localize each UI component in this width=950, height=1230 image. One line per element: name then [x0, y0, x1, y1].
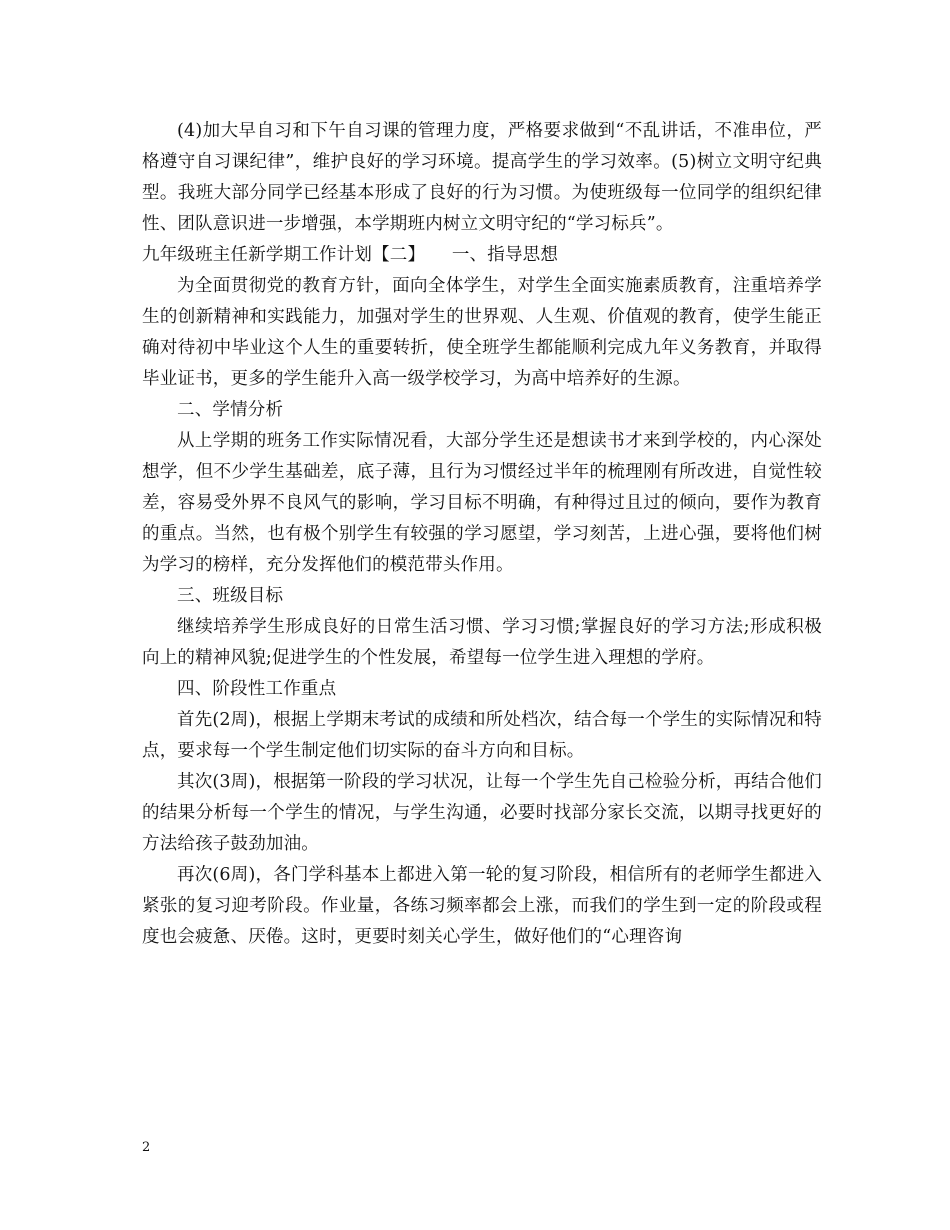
page-number: 2	[142, 1140, 151, 1155]
paragraph-stage-third: 再次(6周)，各门学科基本上都进入第一轮的复习阶段，相信所有的老师学生都进入紧张的复习迎考阶段。作业量，各练习频率都会上涨，而我们的学生到一定的阶段或程度也会疲惫、厌倦。这时，更要时刻关心学生，做好他们的“心理咨询	[142, 865, 822, 947]
document-body	[142, 116, 822, 953]
section-heading-plan-two: 九年级班主任新学期工作计划【二】 一、指导思想	[142, 245, 559, 265]
paragraph-stage-first: 首先(2周)，根据上学期末考试的成绩和所处档次，结合每一个学生的实际情况和特点，要求每一个学生制定他们切实际的奋斗方向和目标。	[142, 710, 822, 761]
paragraph-discipline: (4)加大早自习和下午自习课的管理力度，严格要求做到“不乱讲话，不准串位，严格遵守自习课纪律”，维护良好的学习环境。提高学生的学习效率。(5)树立文明守纪典型。我班大部分同学已经基本形成了良好的行为习惯。为使班级每一位同学的组织纪律性、团队意识进一步增强，本学期班内树立文明守纪的“学习标兵”。	[142, 121, 822, 234]
paragraph-stage-second: 其次(3周)，根据第一阶段的学习状况，让每一个学生先自己检验分析，再结合他们的结果分析每一个学生的情况，与学生沟通，必要时找部分家长交流，以期寻找更好的方法给孩子鼓劲加油。	[142, 772, 822, 854]
paragraph-class-goals: 继续培养学生形成良好的日常生活习惯、学习习惯;掌握良好的学习方法;形成积极向上的精神风貌;促进学生的个性发展，希望每一位学生进入理想的学府。	[142, 617, 822, 668]
heading-stage-focus: 四、阶段性工作重点	[177, 679, 337, 699]
heading-class-goals: 三、班级目标	[177, 586, 284, 606]
heading-student-analysis: 二、学情分析	[177, 400, 284, 420]
paragraph-guiding-thought: 为全面贯彻党的教育方针，面向全体学生，对学生全面实施素质教育，注重培养学生的创新精神和实践能力，加强对学生的世界观、人生观、价值观的教育，使学生能正确对待初中毕业这个人生的重要转折，使全班学生都能顺利完成九年义务教育，并取得毕业证书，更多的学生能升入高一级学校学习，为高中培养好的生源。	[142, 276, 822, 389]
paragraph-student-analysis: 从上学期的班务工作实际情况看，大部分学生还是想读书才来到学校的，内心深处想学，但不少学生基础差，底子薄，且行为习惯经过半年的梳理刚有所改进，自觉性较差，容易受外界不良风气的影响，学习目标不明确，有种得过且过的倾向，要作为教育的重点。当然，也有极个别学生有较强的学习愿望，学习刻苦，上进心强，要将他们树为学习的榜样，充分发挥他们的模范带头作用。	[142, 431, 822, 575]
